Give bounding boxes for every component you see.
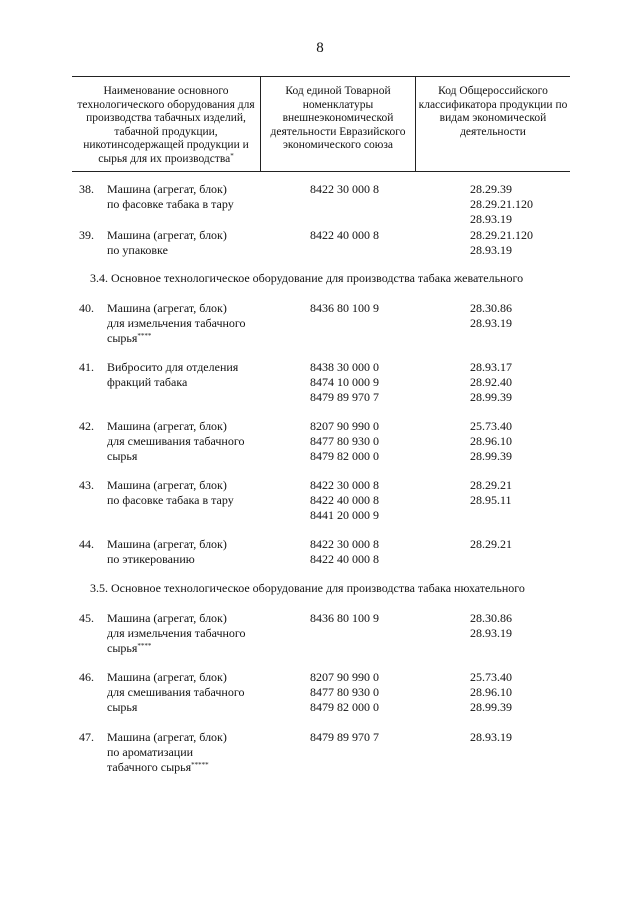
okpd-codes — [470, 301, 560, 331]
tnved-code: 8479 89 970 7 — [310, 730, 379, 744]
equipment-name — [107, 670, 282, 715]
row-number: 43. — [79, 478, 94, 492]
okpd-code: 28.30.86 — [470, 301, 512, 315]
tnved-code: 8436 80 100 9 — [310, 611, 379, 625]
equipment-name — [107, 228, 282, 258]
tnved-code: 8422 40 000 8 — [310, 493, 379, 507]
tnved-code: 8436 80 100 9 — [310, 301, 379, 315]
name-line-text: табачного сырья — [107, 760, 192, 774]
page-number: 8 — [316, 40, 324, 56]
header-col-okpd: Код Общероссийского классификатора продукции по видам экономической деятельности — [416, 77, 571, 172]
tnved-codes — [310, 182, 430, 197]
tnved-code: 8477 80 930 0 — [310, 685, 379, 699]
section-heading-snuff-tobacco: 3.5. Основное технологическое оборудование для производства табака нюхательного — [90, 581, 525, 595]
okpd-code: 28.96.10 — [470, 434, 512, 448]
name-line: по упаковке — [107, 243, 168, 257]
okpd-codes — [470, 730, 560, 745]
name-line: Машина (агрегат, блок) — [107, 478, 227, 492]
okpd-code: 28.29.21.120 — [470, 197, 533, 211]
tnved-codes — [310, 419, 430, 464]
name-line — [107, 760, 282, 775]
okpd-code: 28.99.39 — [470, 700, 512, 714]
row-number: 38. — [79, 182, 94, 196]
row-number: 40. — [79, 301, 94, 315]
name-line: сырья — [107, 449, 138, 463]
okpd-code: 25.73.40 — [470, 419, 512, 433]
name-line: Машина (агрегат, блок) — [107, 537, 227, 551]
header-col-equipment — [72, 77, 261, 172]
name-line: Машина (агрегат, блок) — [107, 228, 227, 242]
okpd-code: 28.29.21.120 — [470, 228, 533, 242]
tnved-codes — [310, 670, 430, 715]
okpd-code: 28.96.10 — [470, 685, 512, 699]
okpd-code: 28.29.21 — [470, 537, 512, 551]
okpd-codes — [470, 182, 560, 227]
row-number: 44. — [79, 537, 94, 551]
row-number: 39. — [79, 228, 94, 242]
okpd-code: 28.93.19 — [470, 316, 512, 330]
header-col-tnved: Код единой Товарной номенклатуры внешнеэкономической деятельности Евразийского экономического союза — [261, 77, 416, 172]
name-line — [107, 641, 282, 656]
tnved-code: 8422 40 000 8 — [310, 228, 379, 242]
header-footnote-mark: * — [230, 151, 234, 160]
name-line: по этикерованию — [107, 552, 195, 566]
name-line: для измельчения табачного — [107, 316, 246, 330]
okpd-code: 28.92.40 — [470, 375, 512, 389]
name-line: по фасовке табака в тару — [107, 197, 234, 211]
tnved-codes — [310, 478, 430, 523]
okpd-code: 28.93.17 — [470, 360, 512, 374]
okpd-code: 28.93.19 — [470, 626, 512, 640]
tnved-code: 8422 40 000 8 — [310, 552, 379, 566]
tnved-code: 8441 20 000 9 — [310, 508, 379, 522]
table-header — [72, 76, 570, 172]
okpd-codes — [470, 419, 560, 464]
okpd-code: 28.95.11 — [470, 493, 512, 507]
name-line-text: сырья — [107, 331, 138, 345]
tnved-code: 8477 80 930 0 — [310, 434, 379, 448]
name-line: Вибросито для отделения — [107, 360, 239, 374]
okpd-codes — [470, 478, 560, 508]
name-line: для смешивания табачного — [107, 685, 245, 699]
tnved-codes — [310, 228, 430, 243]
tnved-code: 8438 30 000 0 — [310, 360, 379, 374]
row-number: 41. — [79, 360, 94, 374]
name-line: Машина (агрегат, блок) — [107, 611, 227, 625]
tnved-code: 8422 30 000 8 — [310, 537, 379, 551]
row-number: 45. — [79, 611, 94, 625]
header-col-equipment-text: Наименование основного технологического оборудования для производства табачных изделий, табачной продукции, никотинсодержащей продукции и сырья для их производства — [77, 85, 255, 165]
okpd-codes — [470, 360, 560, 405]
okpd-codes — [470, 611, 560, 641]
tnved-codes — [310, 301, 430, 316]
name-line: Машина (агрегат, блок) — [107, 730, 227, 744]
okpd-code: 28.30.86 — [470, 611, 512, 625]
okpd-code: 25.73.40 — [470, 670, 512, 684]
name-line: фракций табака — [107, 375, 188, 389]
okpd-codes — [470, 670, 560, 715]
tnved-code: 8422 30 000 8 — [310, 182, 379, 196]
name-line: Машина (агрегат, блок) — [107, 301, 227, 315]
okpd-code: 28.99.39 — [470, 449, 512, 463]
okpd-code: 28.93.19 — [470, 212, 512, 226]
name-line-text: сырья — [107, 641, 138, 655]
tnved-codes — [310, 537, 430, 567]
footnote-mark: ***** — [191, 761, 209, 769]
okpd-code: 28.29.39 — [470, 182, 512, 196]
tnved-code: 8207 90 990 0 — [310, 419, 379, 433]
tnved-codes — [310, 360, 430, 405]
row-number: 46. — [79, 670, 94, 684]
okpd-code: 28.93.19 — [470, 243, 512, 257]
equipment-name — [107, 360, 282, 390]
tnved-code: 8479 82 000 0 — [310, 449, 379, 463]
equipment-name — [107, 419, 282, 464]
tnved-code: 8207 90 990 0 — [310, 670, 379, 684]
section-heading-chewing-tobacco: 3.4. Основное технологическое оборудование для производства табака жевательного — [90, 271, 524, 285]
equipment-name — [107, 537, 282, 567]
okpd-codes — [470, 537, 560, 552]
name-line: Машина (агрегат, блок) — [107, 419, 227, 433]
equipment-name — [107, 182, 282, 212]
tnved-codes — [310, 730, 430, 745]
okpd-codes — [470, 228, 560, 258]
tnved-code: 8479 82 000 0 — [310, 700, 379, 714]
name-line: Машина (агрегат, блок) — [107, 182, 227, 196]
row-number: 42. — [79, 419, 94, 433]
name-line: Машина (агрегат, блок) — [107, 670, 227, 684]
equipment-name — [107, 730, 282, 775]
name-line: по ароматизации — [107, 745, 194, 759]
name-line: сырья — [107, 700, 138, 714]
name-line — [107, 331, 282, 346]
okpd-code: 28.29.21 — [470, 478, 512, 492]
okpd-code: 28.99.39 — [470, 390, 512, 404]
tnved-codes — [310, 611, 430, 626]
name-line: для смешивания табачного — [107, 434, 245, 448]
name-line: по фасовке табака в тару — [107, 493, 234, 507]
equipment-name — [107, 301, 282, 346]
tnved-code: 8479 89 970 7 — [310, 390, 379, 404]
tnved-code: 8474 10 000 9 — [310, 375, 379, 389]
okpd-code: 28.93.19 — [470, 730, 512, 744]
footnote-mark: **** — [137, 642, 152, 650]
footnote-mark: **** — [137, 332, 152, 340]
equipment-name — [107, 478, 282, 508]
equipment-name — [107, 611, 282, 656]
tnved-code: 8422 30 000 8 — [310, 478, 379, 492]
name-line: для измельчения табачного — [107, 626, 246, 640]
row-number: 47. — [79, 730, 94, 744]
